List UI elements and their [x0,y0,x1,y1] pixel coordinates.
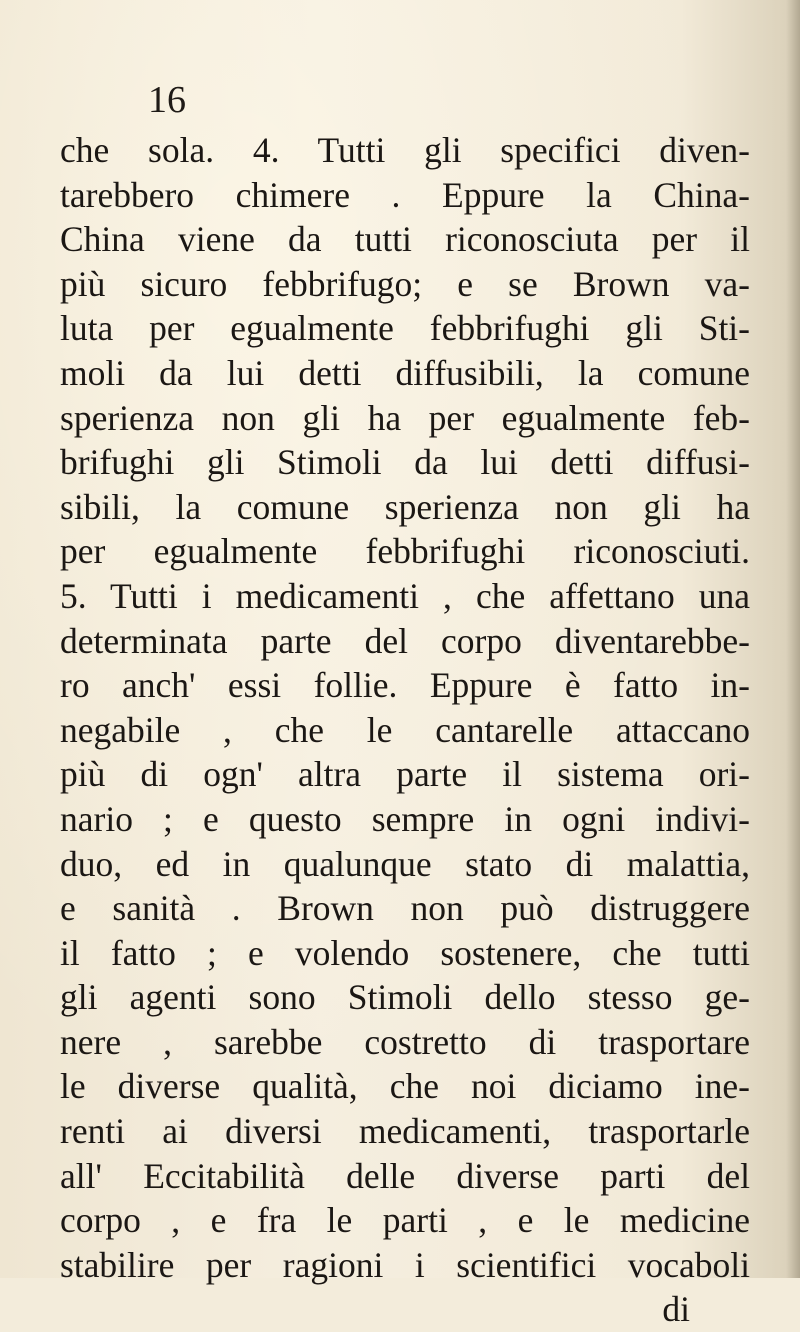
text-line: all' Eccitabilità delle diverse parti del [60,1155,750,1196]
text-line: e sanità . Brown non può distruggere [60,888,750,929]
text-line: China viene da tutti riconosciuta per il [60,219,750,260]
text-line: sibili, la comune sperienza non gli ha [60,486,750,527]
text-line: corpo , e fra le parti , e le medicine [60,1200,750,1241]
body-text [60,128,750,1332]
text-line: più di ogn' altra parte il sistema ori- [60,754,750,795]
text-line: nere , sarebbe costretto di trasportare [60,1021,750,1062]
page-edge-shadow [786,0,800,1278]
text-line: moli da lui detti diffusibili, la comune [60,352,750,393]
text-line: per egualmente febbrifughi riconosciuti. [60,531,750,572]
text-line: negabile , che le cantarelle attaccano [60,709,750,750]
text-line: 5. Tutti i medicamenti , che affettano una [60,575,750,616]
text-line: le diverse qualità, che noi diciamo ine- [60,1066,750,1107]
text-line: sperienza non gli ha per egualmente feb- [60,397,750,438]
catchword: di [662,1289,690,1330]
page-number: 16 [148,79,186,121]
text-line: luta per egualmente febbrifughi gli Sti- [60,308,750,349]
text-line: più sicuro febbrifugo; e se Brown va- [60,263,750,304]
text-line: determinata parte del corpo diventarebbe- [60,620,750,661]
text-line: renti ai diversi medicamenti, trasportarle [60,1111,750,1152]
text-line: nario ; e questo sempre in ogni indivi- [60,798,750,839]
text-line: stabilire per ragioni i scientifici vocaboli [60,1244,750,1285]
text-line: duo, ed in qualunque stato di malattia, [60,843,750,884]
text-line: che sola. 4. Tutti gli specifici diven- [60,130,750,170]
text-line: brifughi gli Stimoli da lui detti diffusi- [60,442,750,483]
text-line: il fatto ; e volendo sostenere, che tutti [60,932,750,973]
text-line: gli agenti sono Stimoli dello stesso ge- [60,977,750,1018]
text-line: ro anch' essi follie. Eppure è fatto in- [60,665,750,706]
text-line: tarebbero chimere . Eppure la China- [60,174,750,215]
